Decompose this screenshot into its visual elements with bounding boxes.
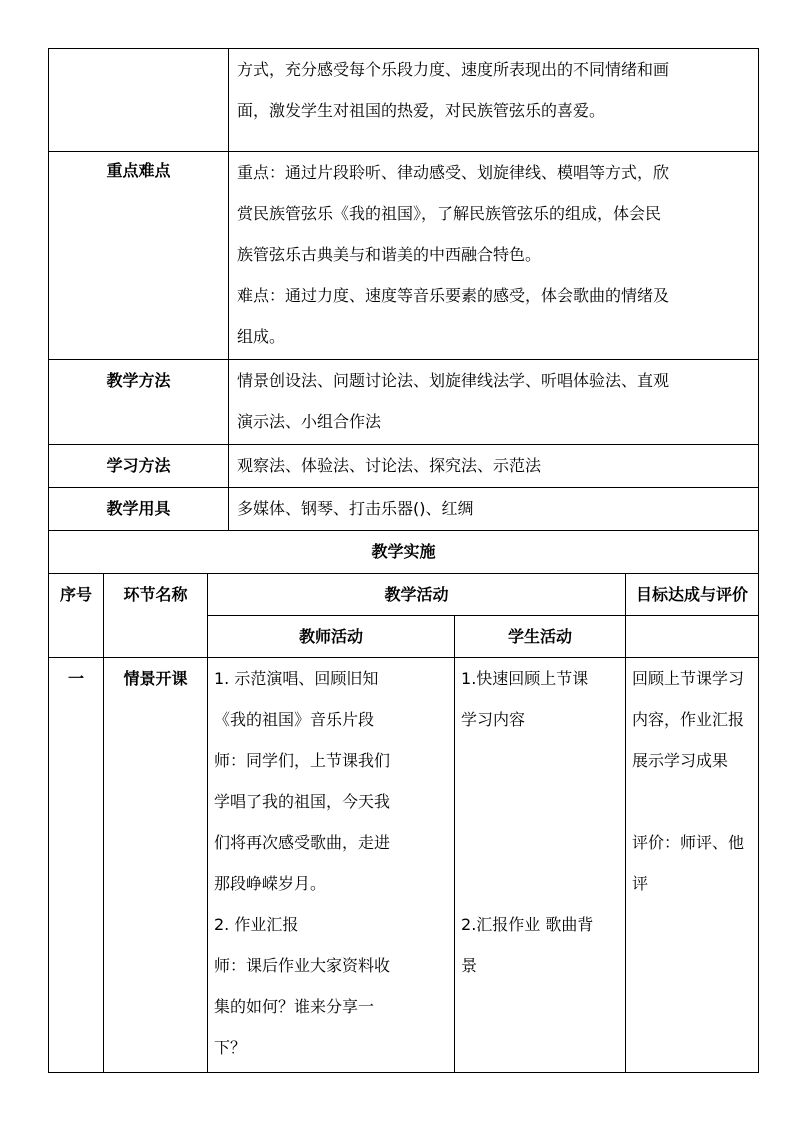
text-line bbox=[455, 740, 625, 781]
key-points-content bbox=[229, 152, 759, 360]
text-line: 方式，充分感受每个乐段力度、速度所表现出的不同情绪和画 bbox=[237, 60, 670, 79]
learning-method-label: 学习方法 bbox=[49, 445, 229, 488]
header-teacher: 教师活动 bbox=[208, 616, 455, 658]
stage-name: 情景开课 bbox=[104, 658, 208, 1073]
text-line: 内容，作业汇报 bbox=[632, 710, 745, 729]
student-activity bbox=[455, 658, 626, 1073]
learning-method-row bbox=[49, 445, 759, 488]
text-line: 学习内容 bbox=[461, 710, 526, 729]
text-line: 下？ bbox=[214, 1038, 247, 1057]
text-line: 师：课后作业大家资料收 bbox=[214, 956, 391, 975]
header-no: 序号 bbox=[49, 574, 104, 658]
learning-method-content bbox=[229, 445, 759, 488]
text-line: 们将再次感受歌曲，走进 bbox=[214, 833, 391, 852]
header-row-1 bbox=[49, 574, 759, 616]
implementation-row bbox=[49, 531, 759, 574]
tools-label: 教学用具 bbox=[49, 488, 229, 531]
header-student: 学生活动 bbox=[455, 616, 626, 658]
text-line: 多媒体、钢琴、打击乐器()、红绸 bbox=[237, 499, 474, 518]
text-line: 集的如何？谁来分享一 bbox=[214, 997, 375, 1016]
teaching-method-content bbox=[229, 360, 759, 445]
implementation-title: 教学实施 bbox=[49, 531, 759, 574]
key-points-label: 重点难点 bbox=[49, 152, 229, 360]
text-line: 评价：师评、他 bbox=[632, 833, 745, 852]
text-line bbox=[455, 822, 625, 863]
tools-content bbox=[229, 488, 759, 531]
teaching-method-label: 教学方法 bbox=[49, 360, 229, 445]
text-line: 重点：通过片段聆听、律动感受、划旋律线、模唱等方式，欣 bbox=[237, 163, 670, 182]
text-line: 难点：通过力度、速度等音乐要素的感受，体会歌曲的情绪及 bbox=[237, 286, 670, 305]
lesson-plan-table bbox=[48, 48, 759, 1073]
text-line: 2.汇报作业 歌曲背 bbox=[461, 915, 594, 934]
text-line: 观察法、体验法、讨论法、探究法、示范法 bbox=[237, 456, 542, 475]
key-points-row bbox=[49, 152, 759, 360]
text-line: 1. 示范演唱、回顾旧知 bbox=[214, 669, 379, 688]
text-line: 演示法、小组合作法 bbox=[237, 412, 382, 431]
teaching-method-row bbox=[49, 360, 759, 445]
text-line: 1.快速回顾上节课 bbox=[461, 669, 589, 688]
teacher-activity bbox=[208, 658, 455, 1073]
text-line: 赏民族管弦乐《我的祖国》，了解民族管弦乐的组成，体会民 bbox=[237, 204, 662, 223]
header-stage: 环节名称 bbox=[104, 574, 208, 658]
text-line: 师：同学们，上节课我们 bbox=[214, 751, 391, 770]
text-line: 2. 作业汇报 bbox=[214, 915, 299, 934]
text-line bbox=[626, 781, 758, 822]
text-line: 那段峥嵘岁月。 bbox=[214, 874, 327, 893]
text-line bbox=[455, 781, 625, 822]
objectives-content bbox=[229, 49, 759, 152]
header-evaluation: 目标达成与评价 bbox=[626, 574, 759, 616]
header-evaluation-blank bbox=[626, 616, 759, 658]
evaluation bbox=[626, 658, 759, 1073]
text-line: 组成。 bbox=[237, 327, 286, 346]
objectives-row bbox=[49, 49, 759, 152]
objectives-label-cell bbox=[49, 49, 229, 152]
text-line: 情景创设法、问题讨论法、划旋律线法学、听唱体验法、直观 bbox=[237, 371, 670, 390]
tools-row bbox=[49, 488, 759, 531]
text-line bbox=[455, 863, 625, 904]
text-line: 回顾上节课学习 bbox=[632, 669, 745, 688]
text-line: 景 bbox=[461, 956, 478, 975]
text-line: 评 bbox=[632, 874, 649, 893]
text-line: 学唱了我的祖国，今天我 bbox=[214, 792, 391, 811]
stage-no: 一 bbox=[49, 658, 104, 1073]
stage-row bbox=[49, 658, 759, 1073]
header-activities: 教学活动 bbox=[208, 574, 626, 616]
text-line: 《我的祖国》音乐片段 bbox=[214, 710, 375, 729]
text-line: 族管弦乐古典美与和谐美的中西融合特色。 bbox=[237, 245, 542, 264]
text-line: 展示学习成果 bbox=[632, 751, 729, 770]
text-line: 面，激发学生对祖国的热爱，对民族管弦乐的喜爱。 bbox=[237, 101, 606, 120]
